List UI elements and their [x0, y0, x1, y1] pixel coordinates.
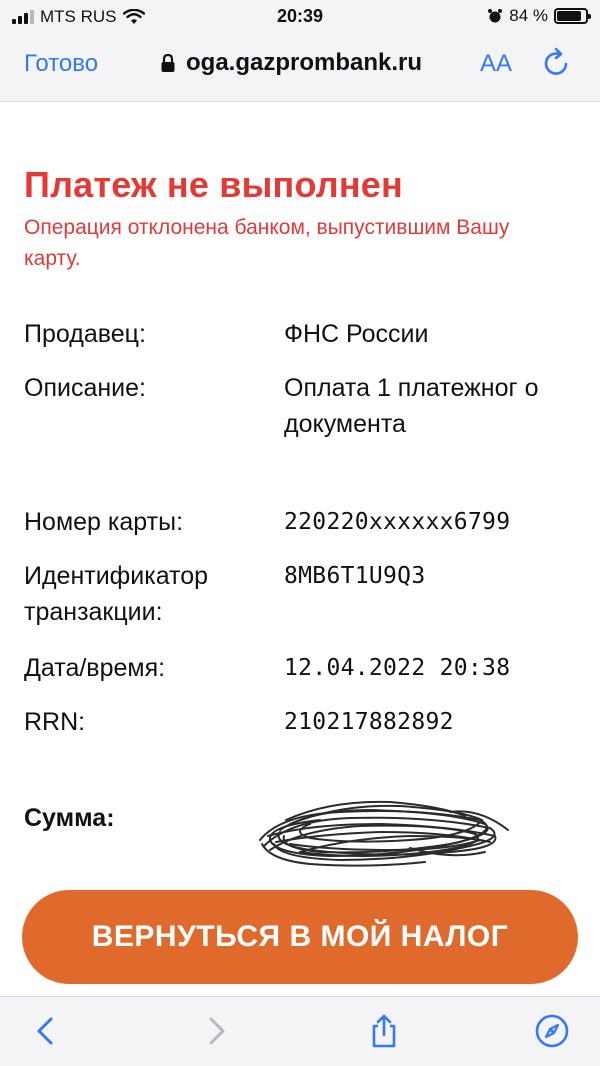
- browser-toolbar: [0, 34, 600, 102]
- battery-group: [487, 6, 588, 26]
- detail-label: Дата/время:: [24, 654, 166, 682]
- back-icon[interactable]: [28, 1013, 64, 1049]
- browser-bottom-bar: [0, 996, 600, 1066]
- lock-icon: [160, 53, 176, 73]
- detail-label: Описание:: [24, 374, 146, 402]
- safari-compass-icon[interactable]: [534, 1013, 570, 1049]
- done-button[interactable]: Готово: [24, 50, 99, 77]
- battery-level: [557, 11, 581, 21]
- detail-row-datetime: [24, 650, 584, 686]
- battery-icon: [554, 8, 588, 24]
- detail-value: 210217882892: [284, 709, 454, 735]
- detail-value: 220220xxxxxx6799: [284, 509, 511, 535]
- url-text: oga.gazprombank.ru: [186, 49, 423, 76]
- detail-value: Оплата 1 платежног о документа: [284, 374, 539, 438]
- return-to-my-tax-button[interactable]: ВЕРНУТЬСЯ В МОЙ НАЛОГ: [22, 890, 578, 984]
- detail-row-description: [24, 370, 584, 442]
- detail-label: Номер карты:: [24, 508, 184, 536]
- detail-value: ФНС России: [284, 320, 429, 348]
- detail-label: Идентификатор транзакции:: [24, 562, 209, 626]
- url-bar[interactable]: [160, 49, 422, 77]
- error-title: Платеж не выполнен: [24, 164, 403, 205]
- forward-icon[interactable]: [198, 1013, 234, 1049]
- detail-row-card-number: [24, 504, 584, 540]
- detail-value: 12.04.2022 20:38: [284, 655, 511, 681]
- detail-row-rrn: [24, 704, 584, 740]
- error-subtitle: Операция отклонена банком, выпустившим Вашу карту.: [24, 216, 510, 270]
- clock: 20:39: [276, 6, 324, 26]
- alarm-icon: [487, 8, 503, 24]
- carrier-name: MTS RUS: [40, 7, 117, 26]
- reload-icon[interactable]: [540, 46, 574, 80]
- share-icon[interactable]: [366, 1013, 402, 1049]
- text-size-button[interactable]: [480, 50, 512, 78]
- sum-label: Сумма:: [24, 804, 115, 832]
- detail-label: Продавец:: [24, 320, 146, 348]
- detail-row-seller: [24, 316, 584, 352]
- detail-label: RRN:: [24, 708, 86, 736]
- detail-value: 8MB6T1U9Q3: [284, 563, 426, 589]
- battery-percent: 84 %: [509, 6, 548, 25]
- status-bar: [0, 0, 600, 34]
- detail-row-transaction-id: [24, 558, 584, 630]
- redaction-scribble: [250, 790, 510, 870]
- text-size-label: AA: [480, 50, 513, 77]
